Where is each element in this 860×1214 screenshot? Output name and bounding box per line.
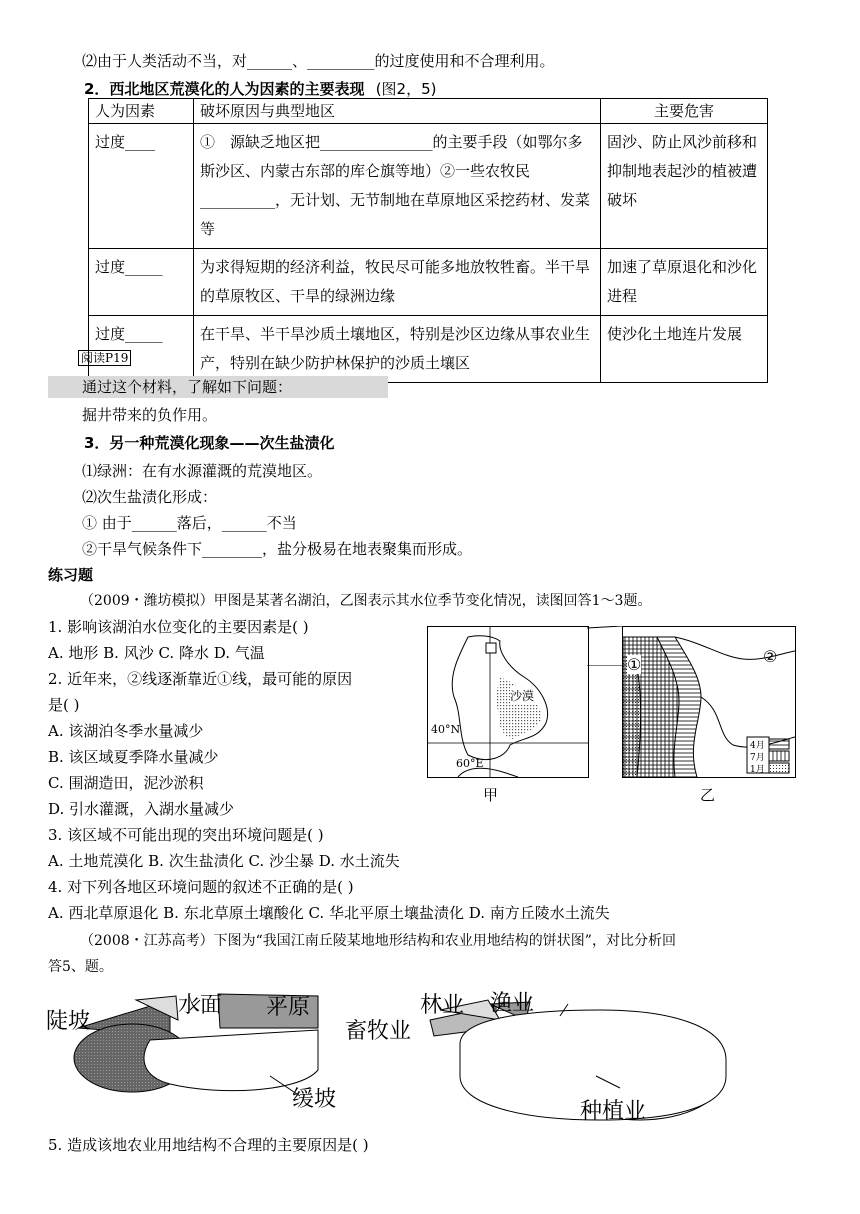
q2-option-c: C. 围湖造田，泥沙淤积	[48, 774, 204, 792]
map-jia-label: 甲	[483, 786, 499, 804]
map-yi	[622, 626, 796, 778]
read-box: 阅读P19	[78, 350, 131, 366]
q4: 4. 对下列各地区环境问题的叙述不正确的是( )	[48, 878, 354, 896]
table-row	[89, 316, 768, 383]
legend-swatch-july	[769, 751, 789, 761]
legend-swatch-january	[769, 763, 789, 773]
table-row	[89, 249, 768, 316]
lat-label: 40°N	[431, 723, 461, 736]
header-factor: 人为因素	[89, 99, 194, 124]
legend-swatch-april	[769, 739, 789, 749]
s3-line-b: ②干旱气候条件下________，盐分极易在地表聚集而形成。	[82, 540, 473, 558]
read-intro	[48, 376, 388, 398]
pie1-label-steep: 陡坡	[46, 1009, 91, 1034]
pie1-label-plain: 平原	[266, 995, 311, 1020]
q4-options: A. 西北草原退化 B. 东北草原土壤酸化 C. 华北平原土壤盐渍化 D. 南方丘陵水土流失	[48, 904, 610, 922]
q2-option-d: D. 引水灌溉，入湖水量减少	[48, 800, 235, 818]
cause-cell: ① 源缺乏地区把_______________的主要手段（如鄂尔多斯沙区、内蒙古东部的库仑旗等地）②一些农牧民__________，无计划、无节制地在草原地区采挖药材、发菜等	[194, 124, 601, 249]
read-intro-text: 通过这个材料，了解如下问题：	[82, 378, 293, 396]
header-cause: 破坏原因与典型地区	[194, 99, 601, 124]
map-jia-svg	[428, 627, 588, 777]
q2-line-a: 2. 近年来，②线逐渐靠近①线，最可能的原因	[48, 670, 353, 688]
pie1-label-gentle: 缓坡	[292, 1087, 337, 1112]
q1: 1. 影响该湖泊水位变化的主要因素是( )	[48, 618, 309, 636]
pie2-label-crops: 种植业	[580, 1099, 647, 1124]
map-yi-label: 乙	[700, 786, 716, 804]
q3-options: A. 土地荒漠化 B. 次生盐渍化 C. 沙尘暴 D. 水土流失	[48, 852, 400, 870]
q5: 5. 造成该地农业用地结构不合理的主要原因是( )	[48, 1136, 369, 1154]
connector-top	[587, 626, 622, 628]
intro-1: （2009・潍坊模拟）甲图是某著名湖泊，乙图表示其水位季节变化情况，读图回答1～3题。	[80, 593, 652, 609]
section-2-title	[84, 78, 436, 99]
legend-january: 1月	[750, 765, 765, 775]
table-row	[89, 124, 768, 249]
harm-cell: 加速了草原退化和沙化进程	[601, 249, 768, 316]
q3: 3. 该区域不可能出现的突出环境问题是( )	[48, 826, 324, 844]
section-3-title: 3．另一种荒漠化现象——次生盐渍化	[84, 434, 335, 452]
harm-cell: 固沙、防止风沙前移和抑制地表起沙的植被遭破坏	[601, 124, 768, 249]
q1-options: A. 地形 B. 风沙 C. 降水 D. 气温	[48, 644, 265, 662]
s3-line-a: ① 由于______落后，______不当	[82, 514, 297, 532]
line-1: ⑵由于人类活动不当，对______、_________的过度使用和不合理利用。	[82, 52, 555, 70]
intro-2: （2008・江苏高考）下图为“我国江南丘陵某地地形结构和农业用地结构的饼状图”，对比分析回	[80, 933, 676, 949]
factor-cell: 过度____	[89, 124, 194, 249]
harm-cell: 使沙化土地连片发展	[601, 316, 768, 383]
header-harm: 主要危害	[601, 99, 768, 124]
pie2-label-forestry: 林业	[420, 993, 465, 1018]
legend-july: 7月	[750, 753, 765, 763]
cause-cell: 为求得短期的经济利益，牧民尽可能多地放牧牲畜。半干旱的草原牧区、干旱的绿洲边缘	[194, 249, 601, 316]
pie2-label-livestock: 畜牧业	[345, 1019, 412, 1044]
table-header-row	[89, 99, 768, 124]
q2-line-b: 是( )	[48, 696, 80, 714]
circle-2-label: ②	[763, 647, 778, 666]
q2-option-a: A. 该湖泊冬季水量减少	[48, 722, 204, 740]
desert-label: 沙漠	[510, 689, 535, 703]
section-2-ref: (图2，5)	[375, 80, 437, 98]
circle-1-label: ①	[627, 655, 642, 674]
map-jia	[427, 626, 589, 778]
factor-cell: 过度_____	[89, 316, 194, 383]
exercise-title: 练习题	[48, 566, 94, 584]
cause-cell: 在干旱、半干旱沙质土壤地区，特别是沙区边缘从事农业生产，特别在缺少防护林保护的沙质土壤区	[194, 316, 601, 383]
lon-label: 60°E	[456, 757, 484, 770]
s3-line-1: ⑴绿洲：在有水源灌溉的荒漠地区。	[82, 462, 323, 480]
s3-line-2: ⑵次生盐渍化形成：	[82, 488, 218, 506]
factors-table	[88, 98, 768, 383]
q2-option-b: B. 该区域夏季降水量减少	[48, 748, 219, 766]
zoom-box	[486, 643, 496, 653]
pie2-label-fishery: 渔业	[490, 991, 535, 1016]
read-item: 掘井带来的负作用。	[82, 406, 218, 424]
factor-cell: 过度_____	[89, 249, 194, 316]
legend-april: 4月	[750, 741, 765, 751]
pie1-label-water: 水面	[178, 993, 223, 1018]
section-2-title-text: 2．西北地区荒漠化的人为因素的主要表现	[84, 80, 365, 98]
water-zone-january	[623, 657, 641, 777]
read-box-wrap	[78, 348, 131, 366]
intro-2b: 答5、题。	[48, 959, 113, 975]
